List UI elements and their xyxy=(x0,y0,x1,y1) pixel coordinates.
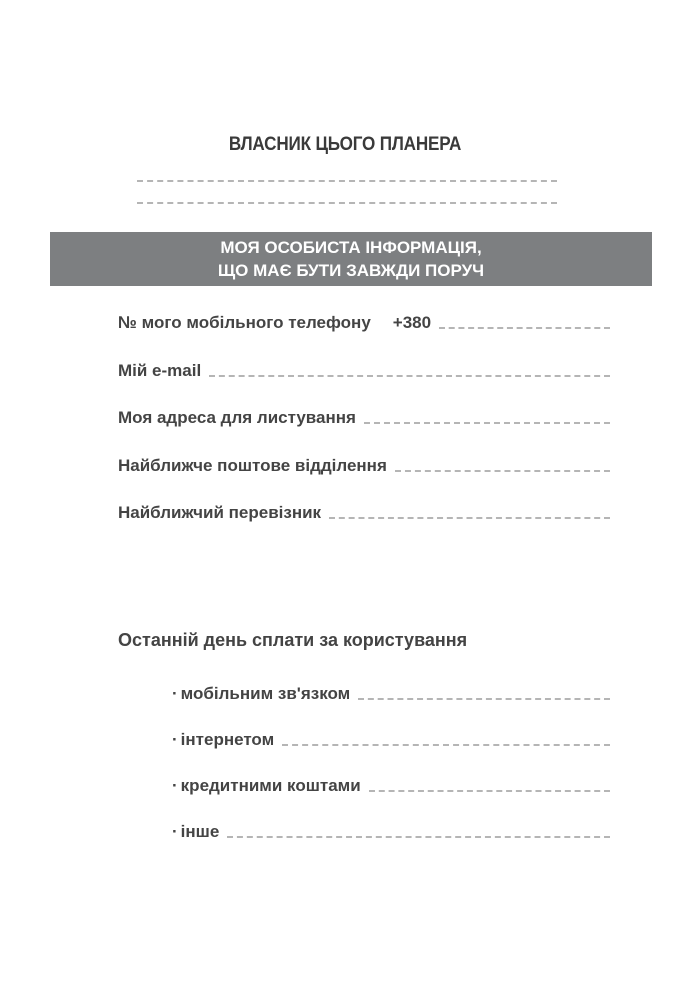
payment-credit-field[interactable] xyxy=(172,776,610,796)
phone-country-code: +380 xyxy=(392,313,432,332)
payment-mobile-line[interactable] xyxy=(358,698,610,700)
payment-other-line[interactable] xyxy=(227,836,610,838)
email-field-label: Мій e-mail xyxy=(118,361,202,380)
email-field[interactable] xyxy=(118,361,610,381)
carrier-field[interactable] xyxy=(118,503,610,523)
post-office-label: Найближче поштове відділення xyxy=(118,456,387,475)
bullet: · xyxy=(172,730,178,749)
email-field-line[interactable] xyxy=(209,375,610,377)
bullet: · xyxy=(172,776,178,795)
payment-internet-label: інтернетом xyxy=(180,730,275,749)
phone-field[interactable] xyxy=(118,313,610,333)
post-office-field[interactable] xyxy=(118,456,610,476)
mailing-address-line[interactable] xyxy=(364,422,610,424)
post-office-line[interactable] xyxy=(395,470,610,472)
mailing-address-field[interactable] xyxy=(118,408,610,428)
carrier-label: Найближчий перевізник xyxy=(118,503,322,522)
banner-line-2: ЩО МАЄ БУТИ ЗАВЖДИ ПОРУЧ xyxy=(217,261,485,280)
bullet: · xyxy=(172,822,178,841)
owner-line-1[interactable] xyxy=(137,180,557,182)
payment-mobile-label: мобільним зв'язком xyxy=(180,684,351,703)
personal-info-banner xyxy=(50,232,652,286)
payment-credit-line[interactable] xyxy=(369,790,610,792)
payment-internet-field[interactable] xyxy=(172,730,610,750)
owner-line-2[interactable] xyxy=(137,202,557,204)
phone-field-line[interactable] xyxy=(439,327,610,329)
payment-internet-line[interactable] xyxy=(282,744,610,746)
bullet: · xyxy=(172,684,178,703)
carrier-line[interactable] xyxy=(329,517,610,519)
phone-field-label: № мого мобільного телефону xyxy=(118,313,371,332)
owner-title: ВЛАСНИК ЦЬОГО ПЛАНЕРА xyxy=(228,134,462,155)
payment-credit-label: кредитними коштами xyxy=(180,776,361,795)
payment-other-label: інше xyxy=(180,822,220,841)
payment-mobile-field[interactable] xyxy=(172,684,610,704)
payment-other-field[interactable] xyxy=(172,822,610,842)
banner-line-1: МОЯ ОСОБИСТА ІНФОРМАЦІЯ, xyxy=(220,238,482,257)
mailing-address-label: Моя адреса для листування xyxy=(118,408,356,427)
payment-section-title: Останній день сплати за користування xyxy=(118,630,468,650)
